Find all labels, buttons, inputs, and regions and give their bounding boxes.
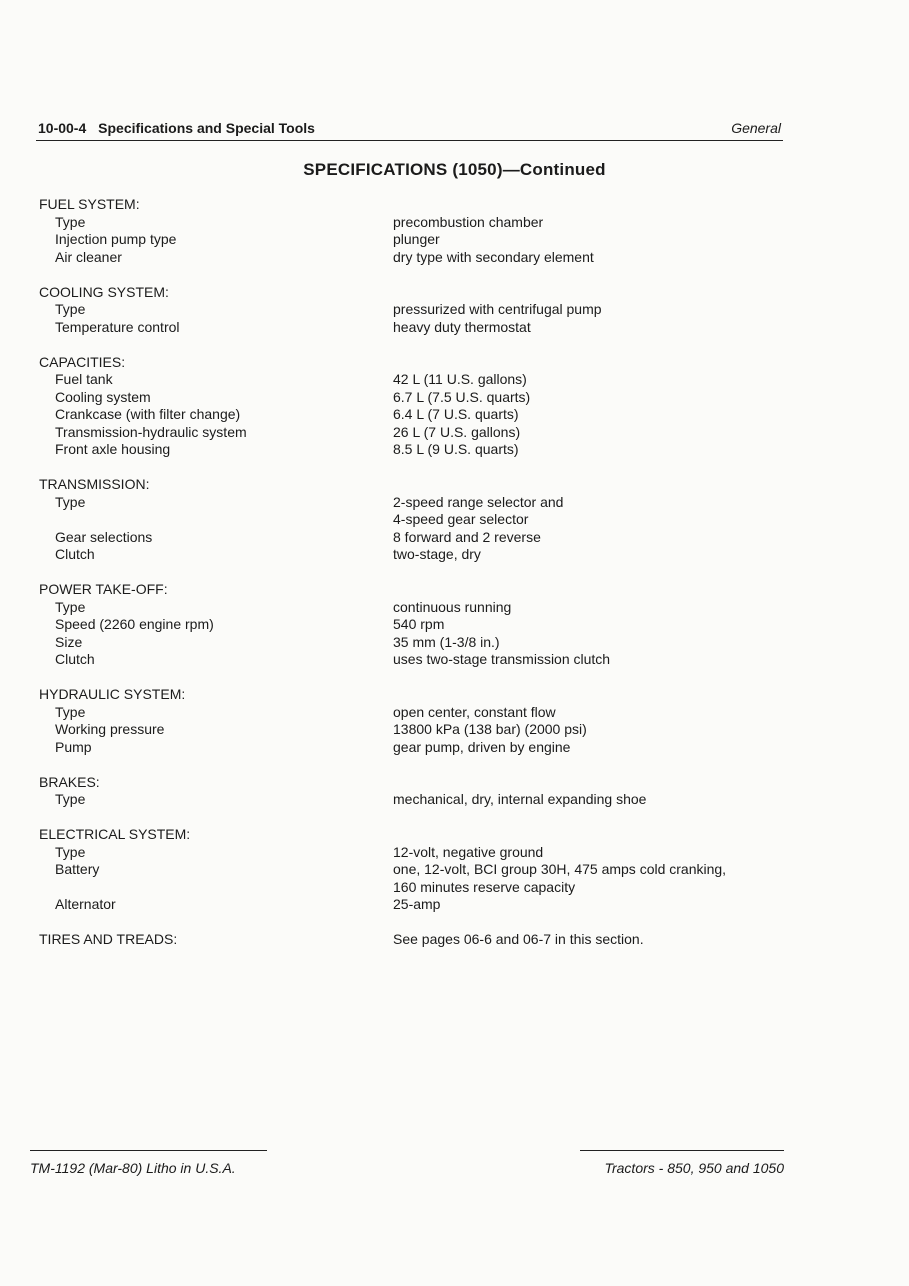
page-header: [36, 118, 783, 141]
spec-label: Type: [55, 213, 86, 230]
spec-value: [393, 214, 799, 232]
spec-value: [393, 424, 799, 442]
spec-value: [393, 844, 799, 862]
spec-label: Clutch: [55, 546, 95, 562]
spec-value-line: plunger: [393, 231, 440, 247]
spec-label: Alternator: [55, 896, 116, 912]
spec-row: [39, 616, 799, 634]
spec-row: [39, 651, 799, 669]
spec-row: [39, 546, 799, 564]
spec-value-line: mechanical, dry, internal expanding shoe: [393, 791, 647, 807]
spec-value: [393, 301, 799, 319]
spec-value: [393, 634, 799, 652]
spec-section: [39, 354, 799, 459]
spec-section: [39, 774, 799, 809]
spec-label: Crankcase (with filter change): [55, 406, 241, 422]
spec-section: [39, 196, 799, 266]
spec-value: [393, 319, 799, 337]
spec-value-line: 2-speed range selector and: [393, 493, 564, 510]
spec-label: Temperature control: [55, 318, 180, 335]
spec-value-line: 4-speed gear selector: [393, 511, 529, 527]
spec-row: [39, 931, 799, 949]
spec-row: [39, 494, 799, 529]
spec-value: [393, 791, 799, 809]
spec-value: [393, 406, 799, 424]
spec-row: [39, 389, 799, 407]
spec-value: [393, 704, 799, 722]
specifications-list: [39, 196, 799, 966]
spec-label: Type: [55, 301, 86, 317]
spec-section: [39, 476, 799, 564]
section-title: HYDRAULIC SYSTEM:: [39, 686, 186, 702]
spec-value: [393, 546, 799, 564]
spec-value: [393, 896, 799, 914]
section-title: COOLING SYSTEM:: [39, 283, 169, 300]
spec-label: Air cleaner: [55, 248, 122, 265]
spec-label: Type: [55, 843, 86, 860]
spec-label: Type: [55, 598, 86, 615]
spec-row: [39, 371, 799, 389]
spec-value-line: heavy duty thermostat: [393, 318, 531, 335]
spec-value: [393, 616, 799, 634]
page-code: 10-00-4: [38, 120, 87, 136]
footer-rule-right: [580, 1150, 784, 1151]
spec-row: [39, 231, 799, 249]
spec-label: Type: [55, 703, 86, 720]
spec-value-line: 25-amp: [393, 896, 441, 912]
spec-value: [393, 231, 799, 249]
spec-label: Type: [55, 493, 86, 510]
spec-value-line: 6.7 L (7.5 U.S. quarts): [393, 388, 531, 405]
spec-value-line: continuous running: [393, 598, 512, 615]
spec-value-line: precombustion chamber: [393, 213, 544, 230]
footer-model-list: Tractors - 850, 950 and 1050: [604, 1160, 784, 1176]
spec-value: [393, 721, 799, 739]
spec-row: [39, 896, 799, 914]
spec-value-line: 6.4 L (7 U.S. quarts): [393, 406, 519, 422]
spec-value-line: 13800 kPa (138 bar) (2000 psi): [393, 721, 587, 737]
spec-row: [39, 301, 799, 319]
spec-value: [393, 529, 799, 547]
spec-row: [39, 791, 799, 809]
spec-row: [39, 214, 799, 232]
spec-label: Cooling system: [55, 388, 151, 405]
spec-value: [393, 651, 799, 669]
header-left: [38, 120, 315, 136]
spec-value-line: two-stage, dry: [393, 546, 481, 562]
spec-label: Type: [55, 791, 86, 807]
section-title: CAPACITIES:: [39, 353, 126, 370]
page-footer: [30, 1150, 784, 1190]
spec-row: [39, 406, 799, 424]
spec-row: [39, 861, 799, 896]
spec-section: [39, 686, 799, 756]
spec-section: [39, 826, 799, 914]
spec-value-line: open center, constant flow: [393, 703, 556, 720]
spec-value-line: pressurized with centrifugal pump: [393, 301, 602, 317]
spec-value-line: uses two-stage transmission clutch: [393, 651, 611, 667]
spec-row: [39, 441, 799, 459]
spec-value-line: one, 12-volt, BCI group 30H, 475 amps cold cranking,: [393, 861, 727, 877]
spec-value-line: 35 mm (1-3/8 in.): [393, 633, 500, 650]
spec-value: [393, 371, 799, 389]
spec-row: [39, 599, 799, 617]
spec-value: [393, 599, 799, 617]
spec-row: [39, 529, 799, 547]
spec-value-line: gear pump, driven by engine: [393, 738, 571, 755]
section-title: TRANSMISSION:: [39, 476, 150, 492]
spec-row: [39, 704, 799, 722]
header-section: General: [731, 120, 781, 136]
spec-label: Transmission-hydraulic system: [55, 423, 247, 440]
spec-row: [39, 721, 799, 739]
spec-value: [393, 494, 799, 529]
spec-label: Gear selections: [55, 528, 153, 545]
footer-rule-left: [30, 1150, 267, 1151]
spec-label: Speed (2260 engine rpm): [55, 616, 214, 632]
spec-value-line: 12-volt, negative ground: [393, 843, 544, 860]
spec-label: TIRES AND TREADS:: [39, 931, 178, 947]
spec-value-line: 540 rpm: [393, 616, 445, 632]
section-title: BRAKES:: [39, 773, 100, 790]
spec-row: [39, 739, 799, 757]
section-title: ELECTRICAL SYSTEM:: [39, 826, 191, 842]
spec-row: [39, 424, 799, 442]
header-title: Specifications and Special Tools: [98, 120, 315, 136]
spec-label: Clutch: [55, 651, 95, 667]
spec-label: Injection pump type: [55, 231, 177, 247]
spec-section: [39, 284, 799, 337]
section-title: POWER TAKE-OFF:: [39, 581, 168, 597]
spec-value-line: See pages 06-6 and 06-7 in this section.: [393, 931, 644, 947]
spec-value: [393, 739, 799, 757]
spec-row: [39, 249, 799, 267]
spec-label: Front axle housing: [55, 441, 171, 457]
spec-value: [393, 931, 799, 949]
spec-row: [39, 634, 799, 652]
spec-label: Size: [55, 633, 83, 650]
spec-value-line: 8 forward and 2 reverse: [393, 528, 541, 545]
spec-value-line: 8.5 L (9 U.S. quarts): [393, 441, 519, 457]
spec-value: [393, 389, 799, 407]
spec-value-line: dry type with secondary element: [393, 248, 594, 265]
spec-value: [393, 249, 799, 267]
spec-row: [39, 844, 799, 862]
spec-label: Pump: [55, 738, 92, 755]
spec-value: [393, 441, 799, 459]
spec-value-line: 26 L (7 U.S. gallons): [393, 423, 521, 440]
footer-document-id: TM-1192 (Mar-80) Litho in U.S.A.: [30, 1160, 236, 1176]
spec-section: [39, 581, 799, 669]
spec-value-line: 42 L (11 U.S. gallons): [393, 371, 527, 387]
spec-value: [393, 861, 799, 896]
spec-label: Battery: [55, 861, 100, 877]
spec-value-line: 160 minutes reserve capacity: [393, 878, 576, 895]
spec-label: Working pressure: [55, 721, 165, 737]
page-title: SPECIFICATIONS (1050)—Continued: [303, 160, 606, 179]
spec-row: [39, 319, 799, 337]
spec-section: [39, 931, 799, 949]
spec-label: Fuel tank: [55, 371, 113, 387]
section-title: FUEL SYSTEM:: [39, 196, 140, 212]
